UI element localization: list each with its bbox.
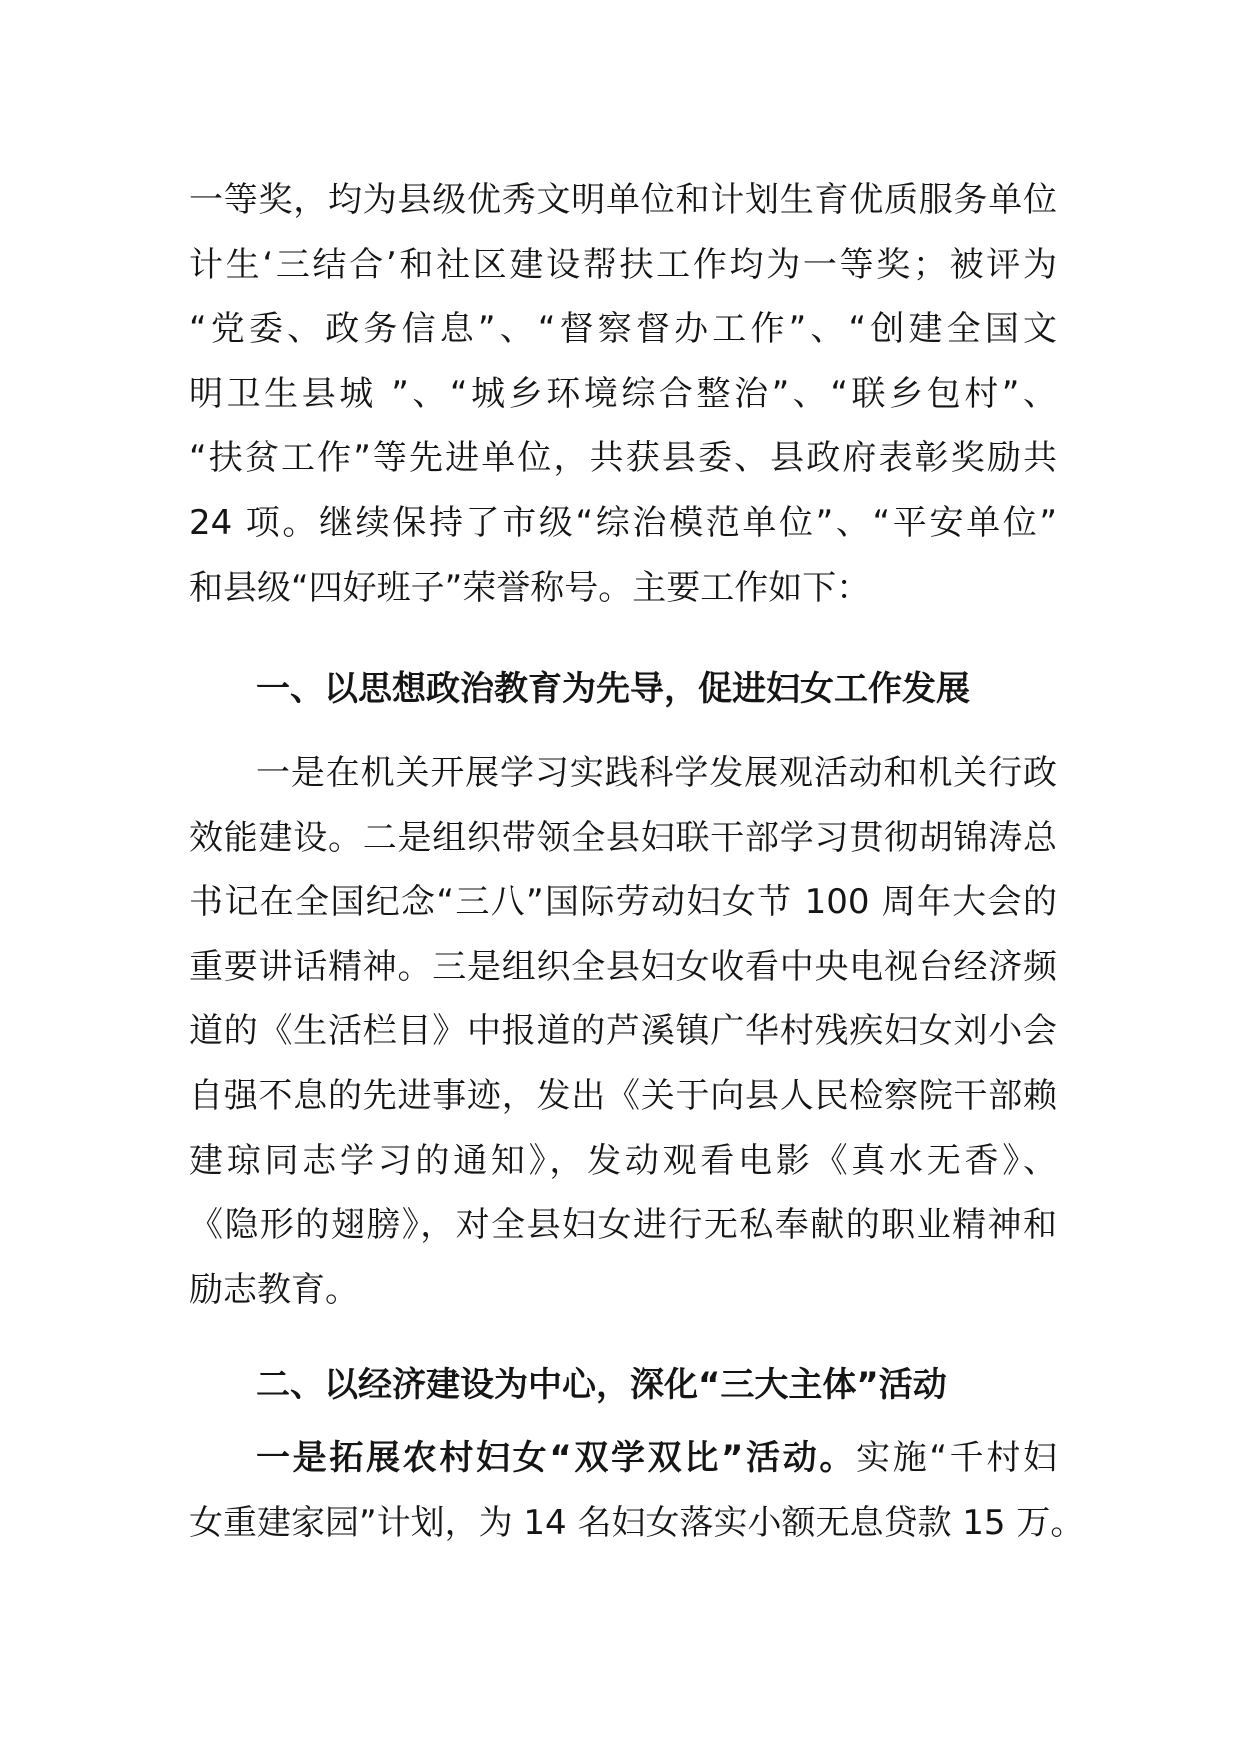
paragraph-line: 一等奖，均为县级优秀文明单位和计划生育优质服务单位 bbox=[189, 180, 1057, 220]
section-heading-text: 二、以经济建设为中心，深化“三大主体”活动 bbox=[256, 1365, 947, 1405]
paragraph-line: 女重建家园”计划，为 14 名妇女落实小额无息贷款 15 万。 bbox=[189, 1502, 1085, 1543]
paragraph-line: 明卫生县城 ”、“城乡环境综合整治”、“联乡包村”、 bbox=[189, 373, 1057, 414]
paragraph-line: 24 项。继续保持了市级“综治模范单位”、“平安单位” bbox=[189, 502, 1057, 543]
paragraph-line: “党委、政务信息”、“督察督办工作”、“创建全国文 bbox=[189, 309, 1057, 350]
paragraph-line: 计生‘三结合’和社区建设帮扶工作均为一等奖；被评为 bbox=[189, 244, 1057, 285]
section-heading-text: 一、以思想政治教育为先导，促进妇女工作发展 bbox=[256, 669, 970, 709]
section-heading-2 bbox=[189, 1353, 1057, 1418]
paragraph-line: 一是在机关开展学习实践科学发展观活动和机关行政 bbox=[256, 753, 1057, 793]
line-text: 实施“千村妇 bbox=[856, 1438, 1057, 1478]
paragraph-line: 建琼同志学习的通知》，发动观看电影《真水无香》、 bbox=[189, 1140, 1057, 1181]
paragraph-political-education bbox=[189, 741, 1057, 1322]
paragraph-line: 自强不息的先进事迹，发出《关于向县人民检察院干部赖 bbox=[189, 1075, 1057, 1116]
paragraph-line: 励志教育。 bbox=[189, 1269, 359, 1310]
paragraph-line: 重要讲话精神。三是组织全县妇女收看中央电视台经济频 bbox=[189, 946, 1057, 987]
section-heading-1 bbox=[189, 657, 1057, 722]
paragraph-line: 书记在全国纪念“三八”国际劳动妇女节 100 周年大会的 bbox=[189, 882, 1057, 923]
paragraph-line: 和县级“四好班子”荣誉称号。主要工作如下： bbox=[189, 567, 871, 608]
paragraph-line: “扶贫工作”等先进单位，共获县委、县政府表彰奖励共 bbox=[189, 438, 1057, 479]
paragraph-line bbox=[189, 1426, 1057, 1491]
paragraph-awards bbox=[189, 168, 1057, 620]
paragraph-line: 道的《生活栏目》中报道的芦溪镇广华村残疾妇女刘小会 bbox=[189, 1011, 1057, 1052]
bold-lead-in: 一是拓展农村妇女“双学双比”活动。 bbox=[256, 1438, 857, 1478]
paragraph-line: 《隐形的翅膀》，对全县妇女进行无私奉献的职业精神和 bbox=[189, 1205, 1057, 1246]
paragraph-line: 效能建设。二是组织带领全县妇联干部学习贯彻胡锦涛总 bbox=[189, 817, 1057, 858]
paragraph-economic-activities bbox=[189, 1426, 1085, 1555]
